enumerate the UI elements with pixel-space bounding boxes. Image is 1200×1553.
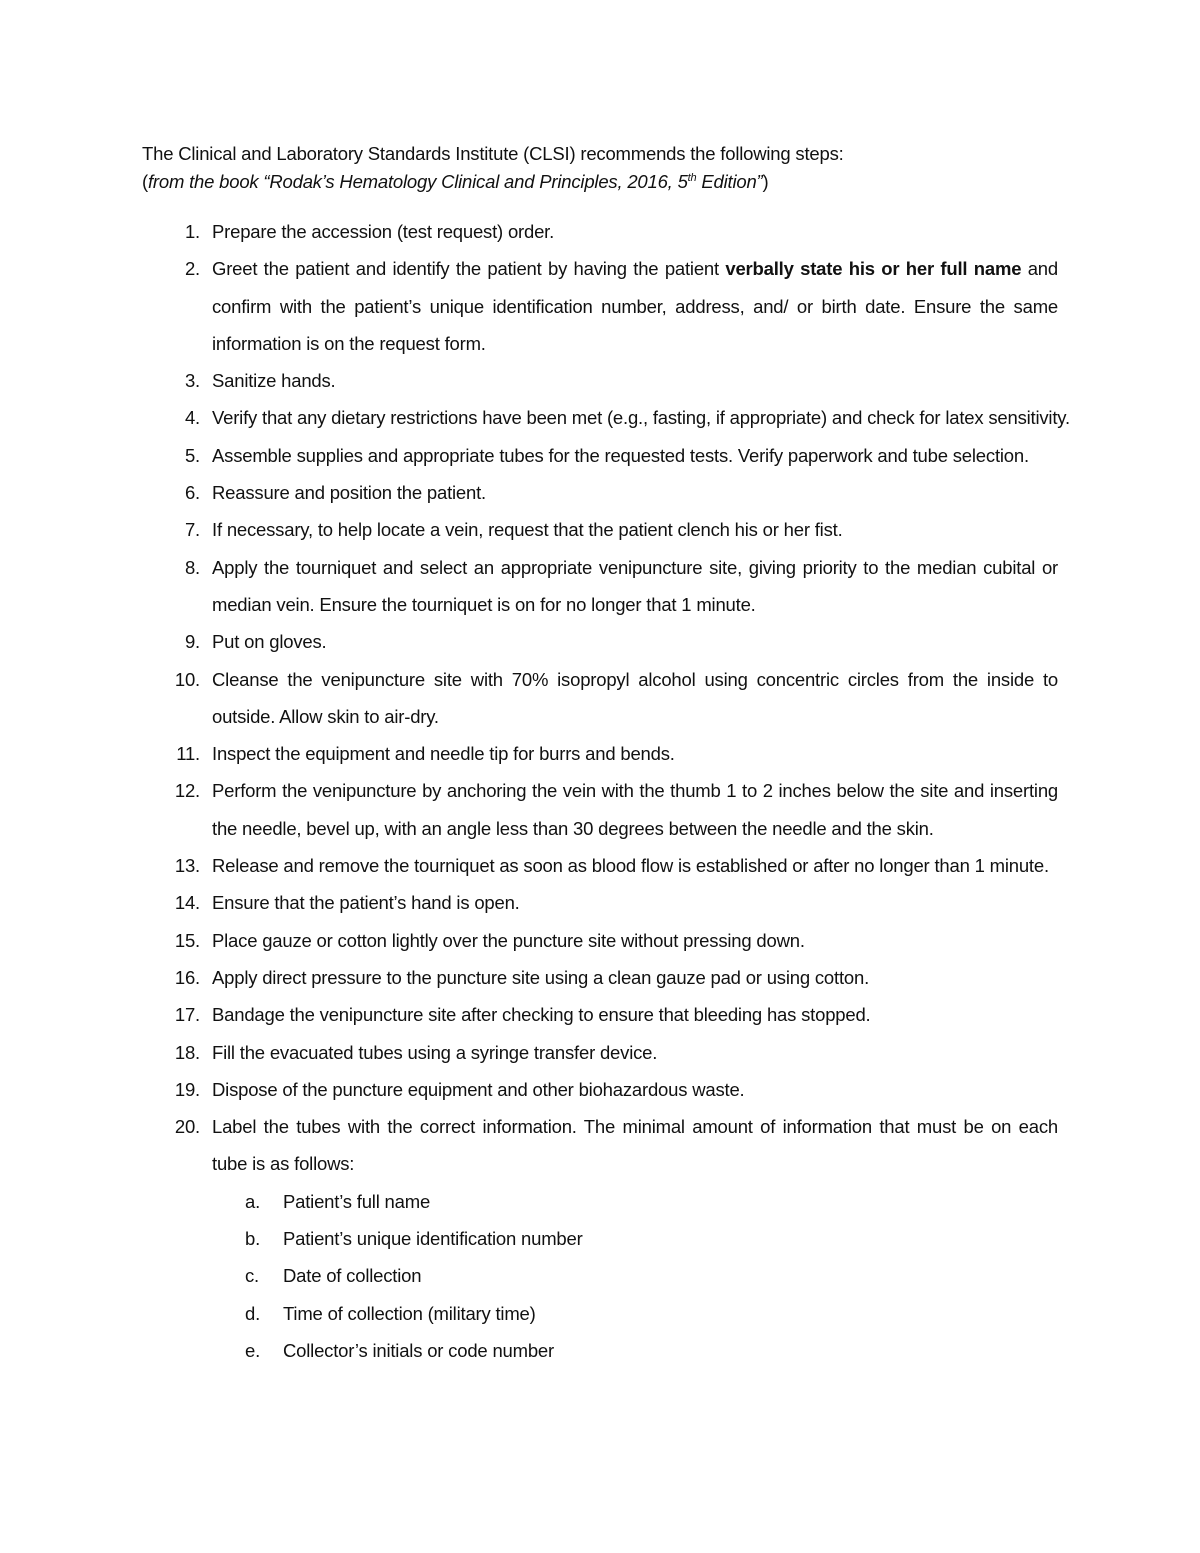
step-number: 4. <box>184 407 200 429</box>
list-item <box>142 437 1058 474</box>
sublist-text: Patient’s unique identification number <box>283 1228 583 1250</box>
source-edition: Edition” <box>696 171 763 192</box>
step-number: 8. <box>184 556 200 578</box>
step-text: Verify that any dietary restrictions have been met (e.g., fasting, if appropriate) and check for latex sensitivity. <box>212 407 1070 429</box>
step-number: 2. <box>184 258 200 280</box>
sublist-letter: d. <box>245 1302 261 1324</box>
step-text: Bandage the venipuncture site after checking to ensure that bleeding has stopped. <box>212 1004 871 1026</box>
list-item <box>142 959 1058 996</box>
step-text: Assemble supplies and appropriate tubes for the requested tests. Verify paperwork and tube selection. <box>212 444 1029 466</box>
label-requirements-sublist <box>142 1183 1058 1369</box>
list-item <box>142 250 1058 362</box>
list-item <box>142 1108 1058 1183</box>
list-item <box>142 996 1058 1033</box>
sublist-text: Date of collection <box>283 1265 422 1287</box>
list-item <box>142 772 1058 847</box>
list-item <box>142 549 1058 624</box>
step-number: 16. <box>174 966 200 988</box>
sublist-letter: e. <box>245 1339 261 1361</box>
list-item <box>142 922 1058 959</box>
step-number: 19. <box>174 1078 200 1100</box>
list-item <box>142 362 1058 399</box>
step-text: Perform the venipuncture by anchoring the vein with the thumb 1 to 2 inches below the site and inserting the needle, bevel up, with an angle less than 30 degrees between the needle and the skin. <box>212 780 1058 839</box>
source-open-paren: ( <box>142 171 148 192</box>
intro-heading: The Clinical and Laboratory Standards Institute (CLSI) recommends the following steps: <box>142 143 844 164</box>
list-item <box>142 735 1058 772</box>
step-text: Fill the evacuated tubes using a syringe transfer device. <box>212 1041 658 1063</box>
step-number: 10. <box>174 668 200 690</box>
step-text: Cleanse the venipuncture site with 70% isopropyl alcohol using concentric circles from the inside to outside. Allow skin to air-dry. <box>212 668 1058 727</box>
sublist-letter: b. <box>245 1228 261 1250</box>
step-number: 11. <box>176 743 200 765</box>
sublist-letter: a. <box>245 1190 261 1212</box>
step-text: Put on gloves. <box>212 631 327 653</box>
sublist-item <box>142 1257 1058 1294</box>
step-text: Apply the tourniquet and select an appropriate venipuncture site, giving priority to the median cubital or median vein. Ensure the tourniquet is on for no longer that 1 minute. <box>212 556 1058 615</box>
step-number: 15. <box>174 929 200 951</box>
sublist-text: Collector’s initials or code number <box>283 1339 554 1361</box>
steps-list <box>142 213 1070 1369</box>
source-close-paren: ) <box>762 171 769 192</box>
list-item <box>142 1071 1058 1108</box>
step-text: Label the tubes with the correct information. The minimal amount of information that must be on each tube is as follows: <box>212 1116 1058 1175</box>
sublist-item <box>142 1332 1058 1369</box>
step-text-pre: Greet the patient and identify the patient by having the patient <box>212 258 726 280</box>
step-text-post: and confirm with the patient’s unique identification number, address, and/ or birth date. Ensure the same information is on the request form. <box>212 258 1058 354</box>
step-number: 3. <box>184 370 200 392</box>
sublist-letter: c. <box>245 1265 259 1287</box>
step-text: Apply direct pressure to the puncture site using a clean gauze pad or using cotton. <box>212 966 870 988</box>
step-number: 20. <box>174 1116 200 1138</box>
source-citation <box>142 168 1058 196</box>
sublist-item <box>142 1220 1058 1257</box>
sublist-text: Patient’s full name <box>283 1190 431 1212</box>
step-number: 6. <box>184 482 200 504</box>
step-number: 14. <box>174 892 200 914</box>
step-text: Reassure and position the patient. <box>212 482 486 504</box>
step-number: 9. <box>184 631 200 653</box>
list-item <box>142 511 1058 548</box>
source-superscript: th <box>687 171 697 184</box>
step-text: Dispose of the puncture equipment and other biohazardous waste. <box>212 1078 745 1100</box>
list-item <box>142 474 1058 511</box>
list-item <box>142 213 1058 250</box>
step-number: 18. <box>174 1041 200 1063</box>
step-text: Sanitize hands. <box>212 370 336 392</box>
sublist-item <box>142 1295 1058 1332</box>
step-number: 13. <box>174 855 200 877</box>
list-item <box>142 1034 1058 1071</box>
list-item <box>142 623 1058 660</box>
step-text: Prepare the accession (test request) order. <box>212 221 555 242</box>
step-text: Inspect the equipment and needle tip for burrs and bends. <box>212 743 675 765</box>
list-item <box>142 399 1070 436</box>
source-text: from the book “Rodak’s Hematology Clinical and Principles, 2016, 5 <box>147 171 688 192</box>
step-number: 12. <box>174 780 200 802</box>
step-text <box>212 250 1058 362</box>
intro <box>142 140 1058 196</box>
list-item <box>142 884 1058 921</box>
step-text-bold: verbally state his or her full name <box>725 258 1022 280</box>
sublist-text: Time of collection (military time) <box>283 1302 536 1324</box>
step-number: 17. <box>174 1004 200 1026</box>
step-number: 1. <box>184 221 200 242</box>
step-text: Ensure that the patient’s hand is open. <box>212 892 520 914</box>
step-text: If necessary, to help locate a vein, request that the patient clench his or her fist. <box>212 519 843 541</box>
step-text: Release and remove the tourniquet as soon as blood flow is established or after no longer than 1 minute. <box>212 855 1049 877</box>
step-number: 5. <box>184 444 200 466</box>
step-text: Place gauze or cotton lightly over the puncture site without pressing down. <box>212 929 805 951</box>
step-number: 7. <box>184 519 200 541</box>
sublist-item <box>142 1183 1058 1220</box>
list-item <box>142 661 1058 736</box>
list-item <box>142 847 1058 884</box>
